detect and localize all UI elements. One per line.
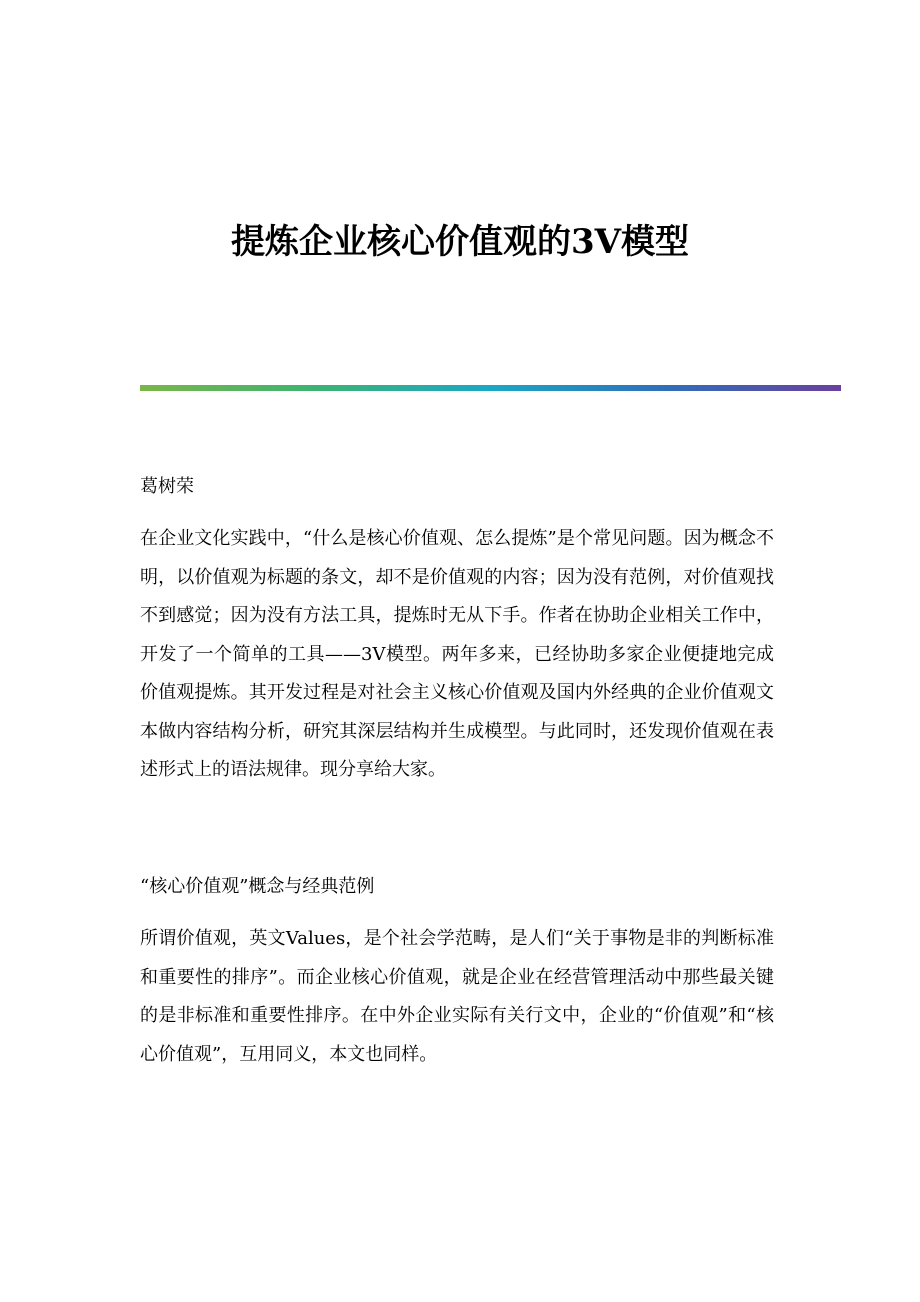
document-title: 提炼企业核心价值观的3V模型 xyxy=(230,222,690,262)
definition-paragraph: 所谓价值观，英文Values，是个社会学范畴，是人们“关于事物是非的判断标准和重要性的排序”。而企业核心价值观，就是企业在经营管理活动中那些最关键的是非标准和重要性排序。在中外企业实际有关行文中，企业的“价值观”和“核心价值观”，互用同义，本文也同样。 xyxy=(140,928,774,1065)
section-heading: “核心价值观”概念与经典范例 xyxy=(140,876,375,897)
title-divider xyxy=(140,385,841,391)
author-name: 葛树荣 xyxy=(140,476,194,497)
intro-paragraph: 在企业文化实践中，“什么是核心价值观、怎么提炼”是个常见问题。因为概念不明，以价值观为标题的条文，却不是价值观的内容；因为没有范例，对价值观找不到感觉；因为没有方法工具，提炼时无从下手。作者在协助企业相关工作中，开发了一个简单的工具——3V模型。两年多来，已经协助多家企业便捷地完成价值观提炼。其开发过程是对社会主义核心价值观及国内外经典的企业价值观文本做内容结构分析，研究其深层结构并生成模型。与此同时，还发现价值观在表述形式上的语法规律。现分享给大家。 xyxy=(140,528,774,780)
